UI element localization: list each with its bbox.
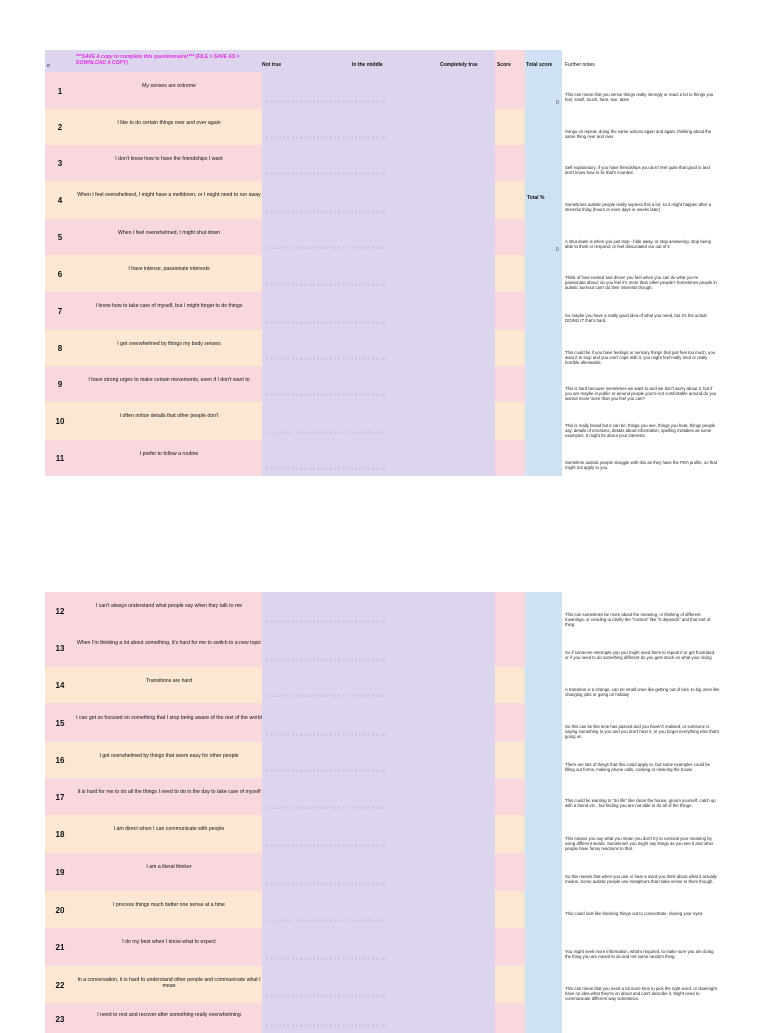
total-score-cell [525, 145, 562, 181]
rating-scale-numbers: 1 1.5 2 2.5 3 3.5 4 4.5 5 5.5 6 6.5 7 7.5 8 8.5 9 9.5 10 [266, 881, 386, 886]
statement-cell [75, 330, 262, 366]
statement-cell [75, 742, 262, 778]
further-note: This is really broad but it can be: things you see, things you hear, things people say, details of emotions, details about information, spelling mistakes as some examples. It might be about your interests. [565, 422, 716, 438]
table-row [0, 592, 768, 629]
statement-text: I often notice details that other people don't [119, 413, 219, 420]
row-number: 16 [55, 756, 65, 766]
score-cell [495, 145, 525, 181]
total-score-cell [525, 742, 562, 778]
score-cell [495, 703, 525, 742]
statement-cell [75, 891, 262, 928]
header-in-the-middle: In the middle [352, 62, 383, 68]
table-row [0, 366, 768, 402]
statement-text: I get overwhelmed by things my body senses [117, 340, 221, 347]
total-score-cell [525, 255, 562, 292]
statement-text: When I feel overwhelmed, I might shut down [117, 229, 221, 236]
further-note: This could be wanting to "do life" like clean the house, groom yourself, catch up with a friend etc., but finding you are not able to do all of the things [565, 798, 716, 809]
rating-scale-numbers: 1 1.5 2 2.5 3 3.5 4 4.5 5 5.5 6 6.5 7 7.5 8 8.5 9 9.5 10 [266, 171, 386, 176]
row-number: 3 [57, 159, 63, 169]
further-note: So if someone interrupts you you might need them to repeat it or get frustrated, or if you need to do something different do you gets stuck on what your doing [565, 649, 716, 660]
header-score: Score [497, 62, 511, 68]
table-row [0, 440, 768, 476]
total-score-cell [525, 1003, 562, 1033]
table-row [0, 891, 768, 928]
further-note: This could be if you have feelings or sensory things that just feel too much, you want it to stop and you can't cope with it, you might feel really tired or really horrible afterwards. [565, 349, 715, 365]
row-number: 4 [57, 196, 63, 206]
total-score-cell [525, 366, 562, 402]
further-note: So maybe you have a really good idea of what you need, but it's the actual DOING IT that's hard. [565, 312, 707, 323]
score-cell [495, 72, 525, 109]
total-score-cell [525, 667, 562, 703]
total-score-cell [525, 815, 562, 853]
statement-cell [75, 815, 262, 853]
table-row [0, 778, 768, 815]
table-row [0, 742, 768, 778]
score-cell [495, 330, 525, 366]
rating-scale-numbers: 1 1.5 2 2.5 3 3.5 4 4.5 5 5.5 6 6.5 7 7.5 8 8.5 9 9.5 10 [266, 805, 386, 810]
rating-scale-numbers: 1 1.5 2 2.5 3 3.5 4 4.5 5 5.5 6 6.5 7 7.5 8 8.5 9 9.5 10 [266, 320, 386, 325]
score-cell [495, 109, 525, 145]
statement-cell [75, 145, 262, 181]
table-row [0, 703, 768, 742]
statement-cell [75, 592, 262, 629]
row-number: 17 [55, 792, 65, 802]
total-score-cell [525, 440, 562, 476]
header-not-true: Not true [262, 62, 282, 68]
rating-scale-numbers: 1 1.5 2 2.5 3 3.5 4 4.5 5 5.5 6 6.5 7 7.5 8 8.5 9 9.5 10 [266, 693, 386, 698]
rating-scale-numbers: 1 1.5 2 2.5 3 3.5 4 4.5 5 5.5 6 6.5 7 7.5 8 8.5 9 9.5 10 [266, 732, 386, 737]
total-score-cell [525, 629, 562, 667]
row-number: 10 [55, 417, 65, 427]
row-number: 1 [57, 86, 63, 96]
row-number: 15 [55, 718, 65, 728]
score-cell [495, 928, 525, 966]
rating-scale-numbers: 1 1.5 2 2.5 3 3.5 4 4.5 5 5.5 6 6.5 7 7.5 8 8.5 9 9.5 10 [266, 993, 386, 998]
row-number: 11 [55, 454, 65, 464]
rating-scale-numbers: 1 1.5 2 2.5 3 3.5 4 4.5 5 5.5 6 6.5 7 7.5 8 8.5 9 9.5 10 [266, 956, 386, 961]
statement-cell [75, 778, 262, 815]
score-cell [495, 592, 525, 629]
statement-text: When I feel overwhelmed, I might have a meltdown, or I might need to run away [77, 192, 261, 199]
row-number: 6 [57, 269, 63, 279]
score-cell [495, 853, 525, 891]
score-cell [495, 629, 525, 667]
further-note: A shut down is when you just stop - hide away, or stop answering, stop being able to think or respond, or feel dissociated our out of it [565, 238, 711, 249]
rating-scale-numbers: 1 1.5 2 2.5 3 3.5 4 4.5 5 5.5 6 6.5 7 7.5 8 8.5 9 9.5 10 [266, 918, 386, 923]
statement-cell [75, 109, 262, 145]
statement-cell [75, 72, 262, 109]
further-note: Think of how excited and driven you feel when you can do what you're passionate about; do you feel it's more than other people? Sometimes people in autistic burnout can't do their interests though. [565, 275, 717, 291]
statement-cell [75, 219, 262, 255]
table-row [0, 928, 768, 966]
statement-cell [75, 667, 262, 703]
statement-text: I like to do certain things over and over again [117, 119, 221, 126]
total-zero-value: 0 [556, 247, 559, 253]
score-cell [495, 255, 525, 292]
statement-text: I am direct when I can communicate with people [113, 826, 225, 833]
statement-text: I do my best when I know what to expect [122, 939, 216, 946]
save-copy-notice: ***SAVE A copy to complete this questionnaire!*** (FILE > SAVE AS > DOWNLOAD A COPY) [76, 54, 240, 66]
further-note: This means you say what you mean you don't try to conceal your meaning by using different words. Sometimes you might say things as you see it and other people have funny reactions to that. [565, 835, 714, 851]
statement-cell [75, 255, 262, 292]
rating-scale-numbers: 1 1.5 2 2.5 3 3.5 4 4.5 5 5.5 6 6.5 7 7.5 8 8.5 9 9.5 10 [266, 466, 386, 471]
row-number: 13 [55, 644, 65, 654]
statement-text: I process things much better one sense at a time [113, 902, 225, 909]
further-note: So this means that when you use or hear a word you think about what it actually means. Some autistic people use metaphors that make sense to them though. [565, 873, 717, 884]
score-cell [495, 815, 525, 853]
score-cell [495, 402, 525, 440]
row-number: 7 [57, 307, 63, 317]
score-cell [495, 440, 525, 476]
rating-scale-numbers: 1 1.5 2 2.5 3 3.5 4 4.5 5 5.5 6 6.5 7 7.5 8 8.5 9 9.5 10 [266, 768, 386, 773]
further-note: You might seek more information, what's required, to make sure you are doing the thing you are meant to do and not some random thing. [565, 948, 714, 959]
table-row [0, 145, 768, 181]
header-total-score: Total score [526, 62, 553, 68]
statement-text: I get overwhelmed by things that seem easy for other people [99, 752, 239, 759]
score-cell [495, 778, 525, 815]
row-number: 12 [55, 606, 65, 616]
further-note: Sometime autistic people struggle with this as they have the PDA profile, so that might not apply to you. [565, 459, 717, 470]
statement-cell [75, 292, 262, 330]
total-percent-label: Total % [527, 195, 545, 201]
rating-scale-numbers: 1 1.5 2 2.5 3 3.5 4 4.5 5 5.5 6 6.5 7 7.5 8 8.5 9 9.5 10 [266, 99, 386, 104]
row-number: 20 [55, 905, 65, 915]
statement-cell [75, 629, 262, 667]
table-row [0, 1003, 768, 1033]
rating-scale-numbers: 1 1.5 2 2.5 3 3.5 4 4.5 5 5.5 6 6.5 7 7.5 8 8.5 9 9.5 10 [266, 843, 386, 848]
statement-cell [75, 1003, 262, 1033]
total-score-cell [525, 330, 562, 366]
table-row [0, 330, 768, 366]
statement-cell [75, 366, 262, 402]
table-row [0, 72, 768, 109]
score-cell [495, 292, 525, 330]
table-row [0, 853, 768, 891]
row-number: 8 [57, 344, 63, 354]
rating-scale-numbers: 1 1.5 2 2.5 3 3.5 4 4.5 5 5.5 6 6.5 7 7.5 8 8.5 9 9.5 10 [266, 282, 386, 287]
further-note: A transition is a change, can be small ones like getting out of bed, to big ones like changing jobs or going on holiday [565, 686, 720, 697]
score-cell [495, 966, 525, 1003]
score-cell [495, 891, 525, 928]
rating-scale-cell[interactable] [262, 1003, 495, 1033]
rating-scale-numbers: 1 1.5 2 2.5 3 3.5 4 4.5 5 5.5 6 6.5 7 7.5 8 8.5 9 9.5 10 [266, 1023, 386, 1028]
score-cell [495, 667, 525, 703]
total-score-cell [525, 853, 562, 891]
statement-cell [75, 402, 262, 440]
rating-scale-numbers: 1 1.5 2 2.5 3 3.5 4 4.5 5 5.5 6 6.5 7 7.5 8 8.5 9 9.5 10 [266, 657, 386, 662]
statement-text: It is hard for me to do all the things I need to do in the day to take care of myself [77, 789, 261, 796]
statement-text: I don't know how to have the friendships I want [115, 155, 223, 162]
header-further-notes: Further notes [565, 62, 595, 68]
total-score-cell [525, 592, 562, 629]
further-note: This can mean that you sense things really strongly or react a lot to things you feel, smell, touch, hear, see, taste [565, 92, 714, 103]
row-number: 23 [55, 1015, 65, 1024]
score-cell [495, 1003, 525, 1033]
statement-text: I need to rest and recover after something really overwhelming [97, 1012, 241, 1018]
table-row [0, 219, 768, 255]
rating-scale-numbers: 1 1.5 2 2.5 3 3.5 4 4.5 5 5.5 6 6.5 7 7.5 8 8.5 9 9.5 10 [266, 356, 386, 361]
total-score-cell [525, 778, 562, 815]
total-zero-value: 0 [556, 100, 559, 106]
statement-text: I have strong urges to make certain movements, even if I don't want to [88, 376, 250, 383]
table-row [0, 255, 768, 292]
header-completely-true: Completely true [440, 62, 478, 68]
statement-text: I know how to take care of myself, but I might forget to do things [95, 303, 243, 310]
rating-scale-numbers: 1 1.5 2 2.5 3 3.5 4 4.5 5 5.5 6 6.5 7 7.5 8 8.5 9 9.5 10 [266, 245, 386, 250]
statement-cell [75, 440, 262, 476]
row-number: 5 [57, 233, 63, 243]
score-cell [495, 181, 525, 219]
table-row [0, 402, 768, 440]
further-note: Songs on repeat, doing the same actions again and again, thinking about the same thing over and over [565, 128, 712, 139]
rating-scale-numbers: 1 1.5 2 2.5 3 3.5 4 4.5 5 5.5 6 6.5 7 7.5 8 8.5 9 9.5 10 [266, 619, 386, 624]
further-note: This can mean that you need a bit more time to pick the right word, or downright have no idea what they're on about and can't describe it. Might need to communicate different way sometimes. [565, 986, 717, 1002]
rating-scale-numbers: 1 1.5 2 2.5 3 3.5 4 4.5 5 5.5 6 6.5 7 7.5 8 8.5 9 9.5 10 [266, 392, 386, 397]
table-row [0, 966, 768, 1003]
statement-text: I prefer to follow a routine [139, 450, 199, 457]
statement-text: When I'm thinking a lot about something, it's hard for me to switch to a new topic [76, 640, 262, 647]
header-number: o [47, 63, 50, 69]
row-number: 2 [57, 123, 63, 133]
table-row [0, 292, 768, 330]
table-row [0, 815, 768, 853]
rating-scale-numbers: 1 1.5 2 2.5 3 3.5 4 4.5 5 5.5 6 6.5 7 7.5 8 8.5 9 9.5 10 [266, 135, 386, 140]
further-note: This is hard because sometimes we want to and we don't worry about it, but if you are maybe in public or around people you're not comfortable around do you wanna move more than you feel you can? [565, 385, 717, 401]
score-cell [495, 742, 525, 778]
statement-cell [75, 853, 262, 891]
statement-text: I am a literal thinker [146, 864, 192, 871]
total-score-cell [525, 402, 562, 440]
row-number: 9 [57, 380, 63, 390]
statement-text: My senses are extreme [142, 83, 196, 90]
further-note: So this can be like time has passed and you haven't realised, or someone is saying something to you and you don't hear it, or you forget everything else that's going on [565, 724, 720, 740]
total-score-cell [525, 966, 562, 1003]
statement-cell [75, 928, 262, 966]
score-cell [495, 366, 525, 402]
further-note: This could look like blocking things out to concentrate, closing your eyes. [565, 911, 704, 917]
row-number: 22 [55, 980, 65, 990]
total-score-cell [525, 292, 562, 330]
rating-scale-numbers: 1 1.5 2 2.5 3 3.5 4 4.5 5 5.5 6 6.5 7 7.5 8 8.5 9 9.5 10 [266, 430, 386, 435]
further-note: Sometimes autistic people really supress this a lot, so it might happen after a stressful thing (hours or even days or weeks later) [565, 201, 711, 212]
total-score-cell [525, 703, 562, 742]
row-number: 19 [55, 868, 65, 878]
statement-text: I can't always understand what people say when they talk to me [95, 603, 243, 610]
score-cell [495, 219, 525, 255]
statement-text: In a conversation, it is hard to understand other people and communicate what I mean [77, 977, 261, 990]
statement-text: Transitions are hard [146, 677, 192, 684]
statement-cell [75, 703, 262, 742]
table-row [0, 667, 768, 703]
statement-text: I can get so focused on something that I stop being aware of the rest of the world [76, 714, 262, 721]
row-number: 18 [55, 830, 65, 840]
total-score-cell [525, 109, 562, 145]
table-row [0, 629, 768, 667]
statement-text: I have intense, passionate interests [128, 266, 210, 273]
table-row [0, 109, 768, 145]
table-row [0, 181, 768, 219]
row-number: 21 [55, 943, 65, 953]
row-number: 14 [55, 681, 65, 691]
statement-cell [75, 181, 262, 219]
further-note: Self explanatory, if you have friendships you don't feel quite that good in and don't know how to fix that's counted. [565, 164, 710, 175]
further-note: This can sometimes be more about the meaning, or thinking of different meanings, or needing to clarify the "context" like "it depends" and that sort of thing [565, 612, 711, 628]
rating-scale-numbers: 1 1.5 2 2.5 3 3.5 4 4.5 5 5.5 6 6.5 7 7.5 8 8.5 9 9.5 10 [266, 209, 386, 214]
further-note: There are lots of things that this could apply to, but some examples could be filling out forms, making phone calls, cooking or cleaning the house [565, 761, 710, 772]
total-score-cell [525, 891, 562, 928]
total-score-cell [525, 928, 562, 966]
